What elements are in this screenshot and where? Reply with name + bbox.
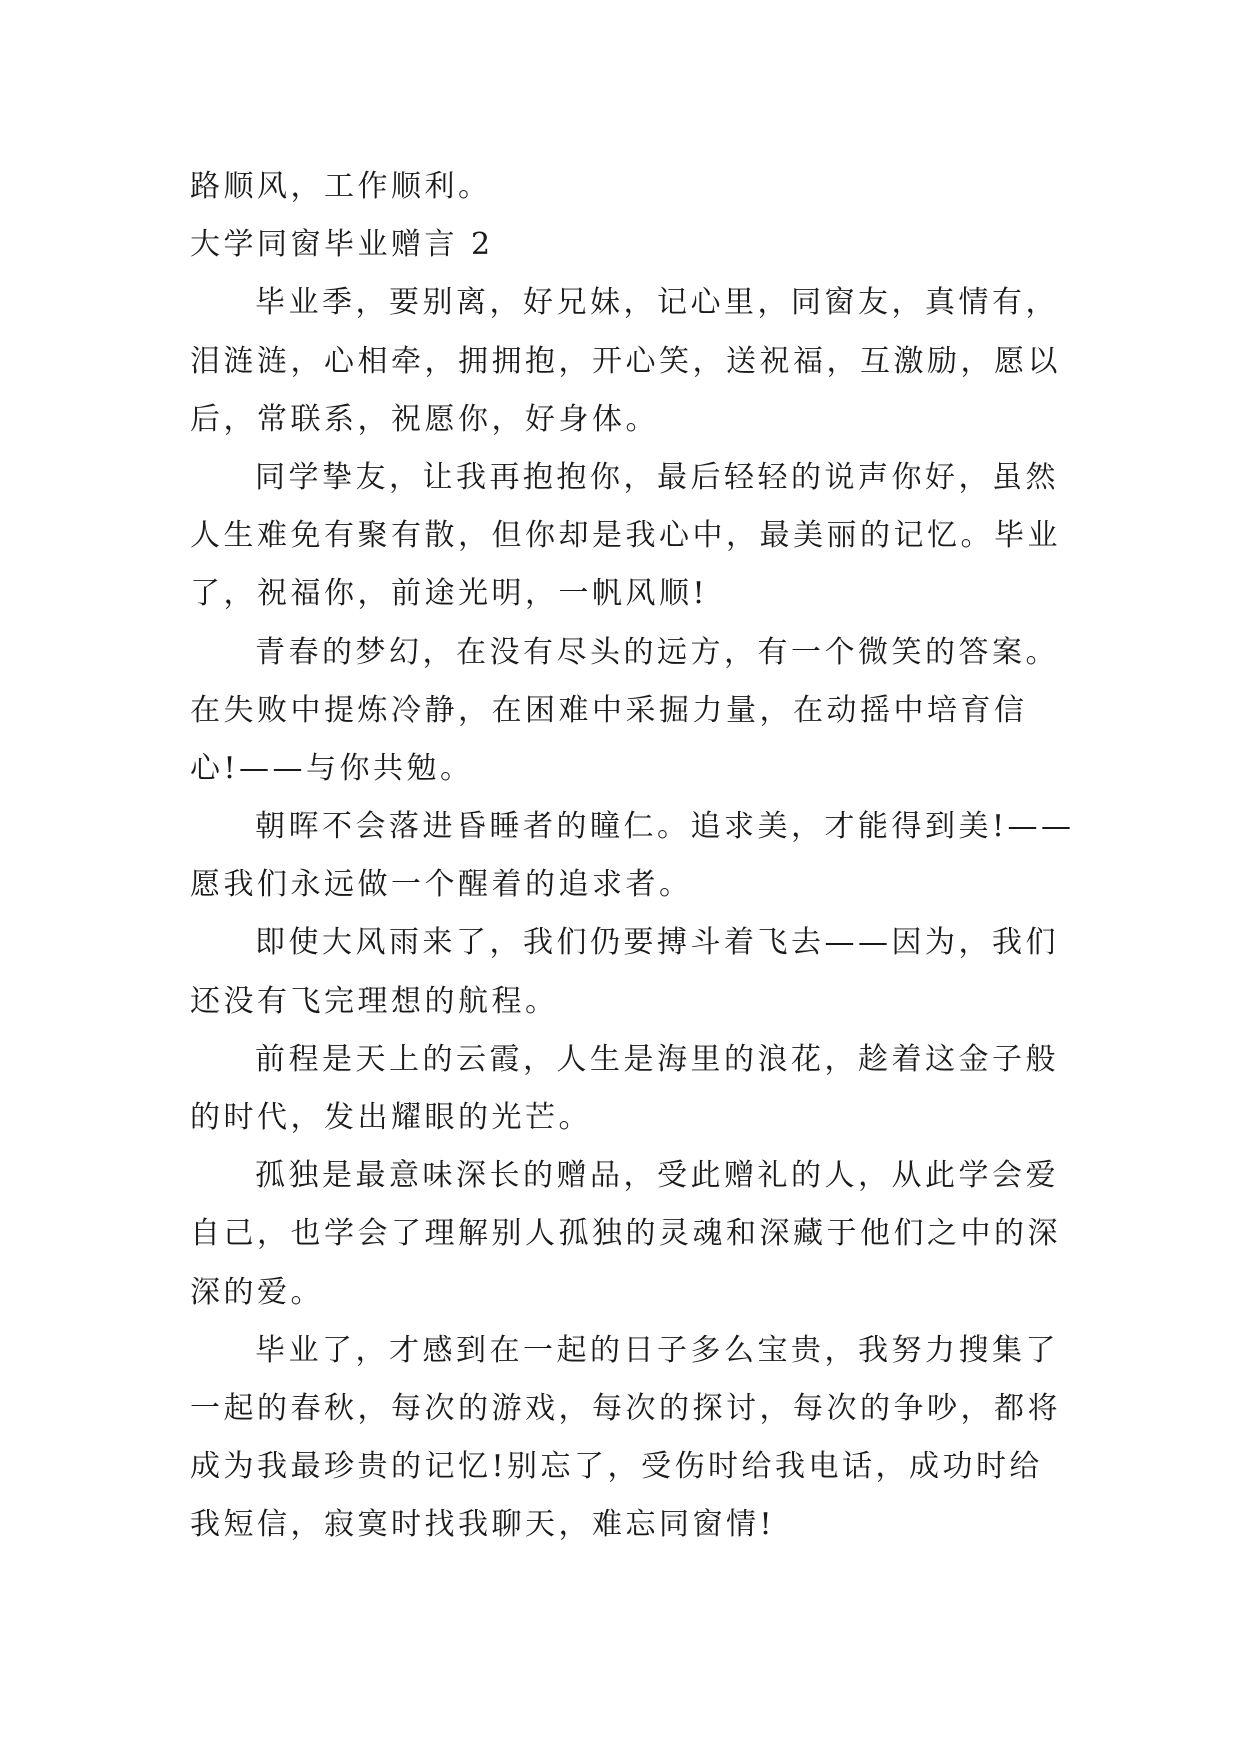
text-line: 了，祝福你，前途光明，一帆风顺! — [190, 576, 709, 612]
text-line: 前程是天上的云霞，人生是海里的浪花，趁着这金子般 — [255, 1041, 1059, 1077]
text-line: 自己，也学会了理解别人孤独的灵魂和深藏于他们之中的深 — [190, 1216, 1061, 1252]
text-line: 愿我们永远做一个醒着的追求者。 — [190, 867, 693, 903]
text-line: 孤独是最意味深长的赠品，受此赠礼的人，从此学会爱 — [255, 1158, 1059, 1194]
text-line: 毕业季，要别离，好兄妹，记心里，同窗友，真情有， — [255, 285, 1059, 321]
text-line: 心!——与你共勉。 — [190, 750, 474, 786]
text-line: 路顺风，工作顺利。 — [190, 169, 492, 204]
text-line: 的时代，发出耀眼的光芒。 — [190, 1100, 592, 1135]
text-line: 后，常联系，祝愿你，好身体。 — [190, 401, 659, 437]
section-heading: 大学同窗毕业赠言 2 — [190, 227, 494, 263]
text-line: 朝晖不会落进昏睡者的瞳仁。追求美，才能得到美!—— — [255, 809, 1075, 845]
text-line: 一起的春秋，每次的游戏，每次的探讨，每次的争吵，都将 — [190, 1390, 1061, 1426]
text-line: 成为我最珍贵的记忆!别忘了，受伤时给我电话，成功时给 — [190, 1449, 1044, 1485]
text-line: 青春的梦幻，在没有尽头的远方，有一个微笑的答案。 — [255, 634, 1059, 670]
document-body — [190, 158, 1075, 1555]
text-line: 还没有飞完理想的航程。 — [190, 983, 559, 1019]
text-line: 我短信，寂寞时找我聊天，难忘同窗情! — [190, 1507, 776, 1543]
text-line: 同学挚友，让我再抱抱你，最后轻轻的说声你好，虽然 — [255, 459, 1059, 495]
text-line: 深的爱。 — [190, 1274, 324, 1310]
text-line: 泪涟涟，心相牵，拥拥抱，开心笑，送祝福，互激励，愿以 — [190, 343, 1061, 379]
text-line: 在失败中提炼冷静，在困难中采掘力量，在动摇中培育信 — [190, 692, 1028, 728]
text-line: 人生难免有聚有散，但你却是我心中，最美丽的记忆。毕业 — [190, 518, 1061, 554]
text-line: 毕业了，才感到在一起的日子多么宝贵，我努力搜集了 — [255, 1332, 1059, 1368]
text-line: 即使大风雨来了，我们仍要搏斗着飞去——因为，我们 — [255, 925, 1059, 961]
